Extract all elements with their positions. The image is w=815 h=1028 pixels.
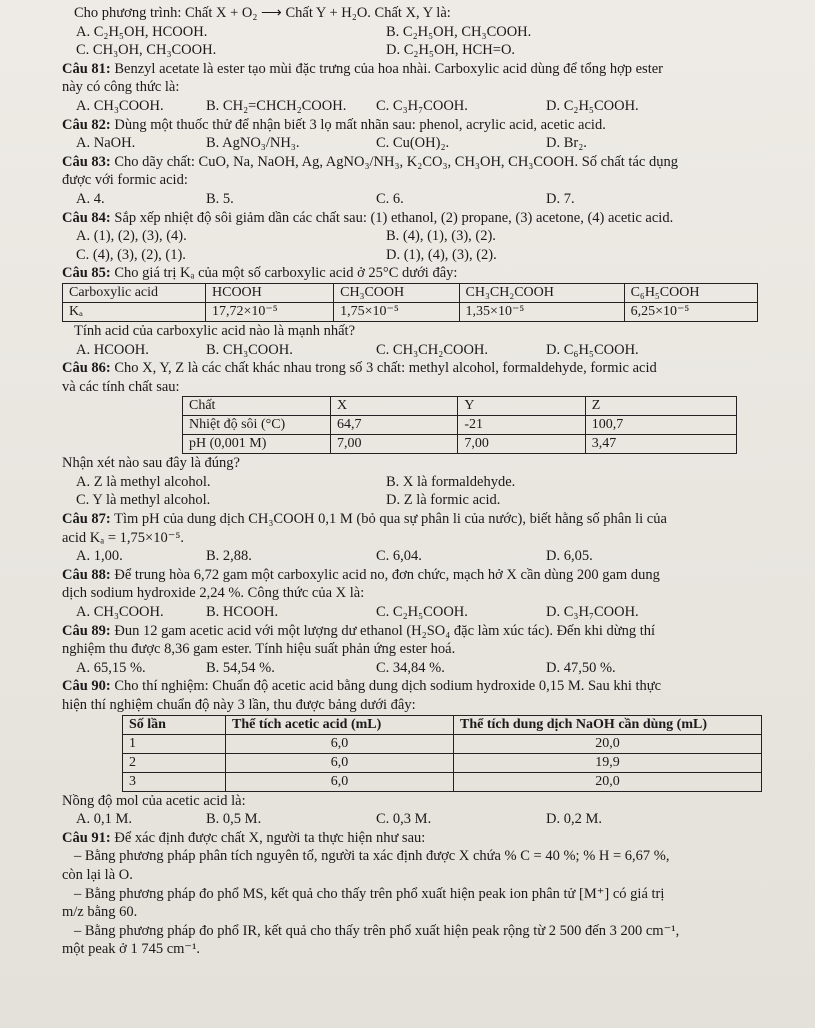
- table-cell: 20,0: [454, 772, 762, 791]
- option-a: A. CH₃COOH.: [76, 97, 164, 114]
- table-row: [123, 734, 762, 753]
- question-label: Câu 85:: [62, 265, 111, 282]
- q91-bullet-2-cont: m/z bằng 60.: [62, 904, 138, 921]
- question-text: Tìm pH của dung dịch CH₃COOH 0,1 M (bỏ qua sự phân li của nước), biết hằng số phân li của: [114, 511, 667, 528]
- table-row: [123, 772, 762, 791]
- table-cell: HCOOH: [206, 283, 334, 302]
- option-b: B. HCOOH.: [206, 604, 279, 621]
- question-85: [62, 264, 781, 283]
- intro-option-c: C. CH₃OH, CH₃COOH.: [76, 42, 217, 59]
- q85-options: [62, 341, 781, 360]
- table-cell: 1: [123, 734, 226, 753]
- table-header-cell: Thể tích dung dịch NaOH cần dùng (mL): [454, 715, 762, 734]
- option-d: D. 0,2 M.: [546, 811, 602, 828]
- question-prompt: Tính acid của carboxylic acid nào là mạnh nhất?: [74, 322, 356, 339]
- option-c: C. 6,04.: [376, 548, 422, 565]
- table-cell: Carboxylic acid: [63, 283, 206, 302]
- q91-bullet-3-cont: một peak ở 1 745 cm⁻¹.: [62, 941, 201, 958]
- question-label: Câu 90:: [62, 678, 111, 695]
- table-cell: 17,72×10⁻⁵: [206, 302, 334, 321]
- option-d: D. (1), (4), (3), (2).: [386, 246, 497, 263]
- question-text-cont: và các tính chất sau:: [62, 378, 180, 395]
- question-text: Đun 12 gam acetic acid với một lượng dư ethanol (H₂SO₄ đặc làm xúc tác). Đến khi dừng thí: [114, 622, 656, 639]
- question-text-cont: này có công thức là:: [62, 79, 180, 96]
- option-a: A. 4.: [76, 190, 105, 207]
- question-text: Cho thí nghiệm: Chuẩn độ acetic acid bằng dung dịch sodium hydroxide 0,15 M. Sau khi thực: [114, 678, 662, 695]
- question-82: [62, 116, 781, 135]
- q91-bullet-2: – Bằng phương pháp đo phổ MS, kết quả cho thấy trên phổ xuất hiện peak ion phân tử [M⁺] có giá trị: [74, 885, 665, 902]
- question-label: Câu 84:: [62, 209, 111, 226]
- option-b: B. AgNO₃/NH₃.: [206, 135, 300, 152]
- q90-options: [62, 810, 781, 829]
- question-label: Câu 86:: [62, 360, 111, 377]
- option-b: B. 0,5 M.: [206, 811, 262, 828]
- question-87: [62, 510, 781, 529]
- question-label: Câu 87:: [62, 511, 111, 528]
- option-d: D. Z là formic acid.: [386, 492, 501, 509]
- option-d: D. C₂H₅COOH.: [546, 97, 639, 114]
- question-88: [62, 566, 781, 585]
- option-c: C. C₂H₅COOH.: [376, 604, 468, 621]
- q89-options: [62, 659, 781, 678]
- table-cell: Chất: [183, 397, 331, 416]
- table-cell: Y: [458, 397, 585, 416]
- question-label: Câu 83:: [62, 153, 111, 170]
- q88-options: [62, 603, 781, 622]
- table-cell: 19,9: [454, 753, 762, 772]
- table-header-cell: Số lần: [123, 715, 226, 734]
- option-b: B. X là formaldehyde.: [386, 473, 516, 490]
- question-91: [62, 829, 781, 848]
- table-row: [183, 416, 737, 435]
- table-cell: Z: [585, 397, 736, 416]
- q86-options-row1: [62, 473, 781, 492]
- question-text: Benzyl acetate là ester tạo mùi đặc trưng của hoa nhài. Carboxylic acid dùng để tổng hợp ester: [114, 60, 663, 77]
- table-cell: CH₃CH₂COOH: [459, 283, 624, 302]
- table-cell: 7,00: [458, 435, 585, 454]
- option-c: C. 6.: [376, 190, 404, 207]
- question-84: [62, 209, 781, 228]
- intro-options-row2: [62, 41, 781, 60]
- table-cell: 6,25×10⁻⁵: [624, 302, 757, 321]
- option-a: A. 65,15 %.: [76, 659, 146, 676]
- question-89: [62, 622, 781, 641]
- table-cell: Kₐ: [63, 302, 206, 321]
- table-row: [63, 302, 758, 321]
- q81-options: [62, 97, 781, 116]
- option-a: A. 1,00.: [76, 548, 123, 565]
- q84-options-row1: [62, 227, 781, 246]
- option-b: B. CH₂=CHCH₂COOH.: [206, 97, 347, 114]
- table-header-row: [123, 715, 762, 734]
- question-text: Cho X, Y, Z là các chất khác nhau trong số 3 chất: methyl alcohol, formaldehyde, formic acid: [114, 360, 657, 377]
- table-cell: 20,0: [454, 734, 762, 753]
- intro-line: Cho phương trình: Chất X + O₂ ⟶ Chất Y + H₂O. Chất X, Y là:: [74, 5, 451, 21]
- question-text: Dùng một thuốc thử để nhận biết 3 lọ mất nhãn sau: phenol, acrylic acid, acetic acid.: [114, 116, 606, 133]
- option-c: C. CH₃CH₂COOH.: [376, 341, 489, 358]
- question-text: Sắp xếp nhiệt độ sôi giảm dần các chất sau: (1) ethanol, (2) propane, (3) acetone, (4) acetic acid.: [114, 209, 674, 226]
- q91-bullet-1: – Bằng phương pháp phân tích nguyên tố, người ta xác định được X chứa % C = 40 %; % H = 6,67 %,: [74, 848, 670, 865]
- question-text: Để xác định được chất X, người ta thực hiện như sau:: [114, 829, 426, 846]
- table-cell: X: [331, 397, 458, 416]
- option-d: D. Br₂.: [546, 135, 587, 152]
- table-cell: 3,47: [585, 435, 736, 454]
- table-cell: 64,7: [331, 416, 458, 435]
- intro-option-a: A. C₂H₅OH, HCOOH.: [76, 23, 208, 40]
- question-text: Cho dãy chất: CuO, Na, NaOH, Ag, AgNO₃/NH₃, K₂CO₃, CH₃OH, CH₃COOH. Số chất tác dụng: [114, 153, 678, 170]
- table-cell: 3: [123, 772, 226, 791]
- q83-options: [62, 190, 781, 209]
- option-b: B. CH₃COOH.: [206, 341, 293, 358]
- question-text-cont: dịch sodium hydroxide 2,24 %. Công thức của X là:: [62, 585, 365, 602]
- question-text-cont: nghiệm thu được 8,36 gam ester. Tính hiệu suất phản ứng ester hoá.: [62, 641, 456, 658]
- q86-options-row2: [62, 491, 781, 510]
- table-cell: 7,00: [331, 435, 458, 454]
- option-b: B. 2,88.: [206, 548, 252, 565]
- question-label: Câu 91:: [62, 829, 111, 846]
- option-a: A. HCOOH.: [76, 341, 149, 358]
- intro-option-b: B. C₂H₅OH, CH₃COOH.: [386, 23, 532, 40]
- table-header-cell: Thể tích acetic acid (mL): [226, 715, 454, 734]
- table-cell: CH₃COOH: [334, 283, 459, 302]
- q91-bullet-1-cont: còn lại là O.: [62, 866, 133, 883]
- table-cell: C₆H₅COOH: [624, 283, 757, 302]
- option-c: C. 34,84 %.: [376, 659, 445, 676]
- question-prompt: Nồng độ mol của acetic acid là:: [62, 792, 246, 809]
- question-prompt: Nhận xét nào sau đây là đúng?: [62, 455, 240, 472]
- question-text-cont: được với formic acid:: [62, 172, 188, 189]
- table-header-row: [63, 283, 758, 302]
- table-cell: 1,35×10⁻⁵: [459, 302, 624, 321]
- question-text: Để trung hòa 6,72 gam một carboxylic acid no, đơn chức, mạch hở X cần dùng 200 gam dung: [114, 566, 660, 583]
- option-d: D. C₆H₅COOH.: [546, 341, 639, 358]
- option-a: A. NaOH.: [76, 135, 136, 152]
- option-d: D. 6,05.: [546, 548, 593, 565]
- option-d: D. 47,50 %.: [546, 659, 616, 676]
- table-cell: Nhiệt độ sôi (°C): [183, 416, 331, 435]
- table-cell: 6,0: [226, 734, 454, 753]
- intro-options-row1: [62, 23, 781, 42]
- question-90: [62, 677, 781, 696]
- table-cell: 100,7: [585, 416, 736, 435]
- question-text-cont: acid Kₐ = 1,75×10⁻⁵.: [62, 529, 185, 546]
- ka-table: [62, 283, 758, 322]
- table-cell: pH (0,001 M): [183, 435, 331, 454]
- question-text-cont: hiện thí nghiệm chuẩn độ này 3 lần, thu được bảng dưới đây:: [62, 697, 416, 713]
- q82-options: [62, 134, 781, 153]
- option-c: C. Cu(OH)₂.: [376, 135, 450, 152]
- option-a: A. 0,1 M.: [76, 811, 132, 828]
- question-label: Câu 88:: [62, 566, 111, 583]
- question-86: [62, 359, 781, 378]
- question-83: [62, 153, 781, 172]
- option-d: D. C₃H₇COOH.: [546, 604, 639, 621]
- option-b: B. 54,54 %.: [206, 659, 275, 676]
- titration-table: [122, 715, 762, 792]
- option-a: A. CH₃COOH.: [76, 604, 164, 621]
- q91-bullet-3: – Bằng phương pháp đo phổ IR, kết quả cho thấy trên phổ xuất hiện peak rộng từ 2 500 đến 3 200 cm⁻¹,: [74, 922, 680, 939]
- q84-options-row2: [62, 246, 781, 265]
- option-a: A. (1), (2), (3), (4).: [76, 228, 187, 245]
- table-row: [123, 753, 762, 772]
- question-label: Câu 82:: [62, 116, 111, 133]
- table-cell: 6,0: [226, 772, 454, 791]
- table-cell: -21: [458, 416, 585, 435]
- option-b: B. 5.: [206, 190, 234, 207]
- table-row: [183, 435, 737, 454]
- question-text: Cho giá trị Kₐ của một số carboxylic acid ở 25°C dưới đây:: [114, 265, 458, 282]
- table-cell: 1,75×10⁻⁵: [334, 302, 459, 321]
- option-c: C. (4), (3), (2), (1).: [76, 246, 186, 263]
- properties-table: [182, 396, 737, 454]
- table-header-row: [183, 397, 737, 416]
- question-81: [62, 60, 781, 79]
- q87-options: [62, 547, 781, 566]
- table-cell: 6,0: [226, 753, 454, 772]
- intro-option-d: D. C₂H₅OH, HCH=O.: [386, 42, 516, 59]
- option-c: C. C₃H₇COOH.: [376, 97, 468, 114]
- option-c: C. Y là methyl alcohol.: [76, 492, 211, 509]
- option-d: D. 7.: [546, 190, 575, 207]
- table-cell: 2: [123, 753, 226, 772]
- option-c: C. 0,3 M.: [376, 811, 432, 828]
- question-label: Câu 89:: [62, 622, 111, 639]
- option-a: A. Z là methyl alcohol.: [76, 473, 211, 490]
- option-b: B. (4), (1), (3), (2).: [386, 228, 496, 245]
- question-label: Câu 81:: [62, 60, 111, 77]
